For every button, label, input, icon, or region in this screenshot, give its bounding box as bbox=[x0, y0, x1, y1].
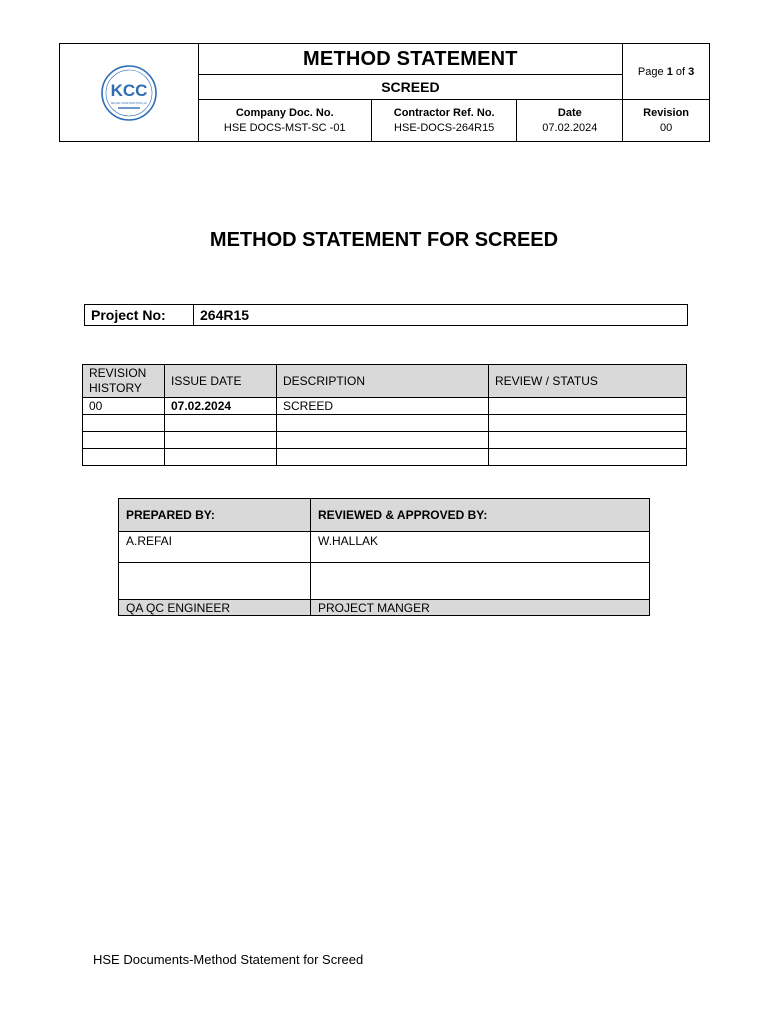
description-cell bbox=[277, 449, 489, 466]
company-doc-value: HSE DOCS-MST-SC -01 bbox=[223, 121, 346, 134]
table-row bbox=[83, 415, 687, 432]
table-row bbox=[83, 449, 687, 466]
revision-label: Revision bbox=[643, 106, 690, 119]
revision-history-table bbox=[82, 364, 687, 466]
logo-text: KCC bbox=[110, 80, 148, 100]
page-footer: HSE Documents-Method Statement for Screed bbox=[93, 952, 364, 967]
issue-date-cell bbox=[165, 449, 277, 466]
issue-date-cell: 07.02.2024 bbox=[165, 398, 277, 415]
project-number-box bbox=[84, 304, 688, 326]
contractor-ref-cell bbox=[371, 100, 517, 142]
status-cell bbox=[489, 432, 687, 449]
document-title: METHOD STATEMENT FOR SCREED bbox=[209, 229, 559, 251]
revision-table-header bbox=[83, 365, 687, 398]
page-indicator bbox=[623, 44, 710, 100]
page-current: 1 bbox=[666, 65, 673, 78]
contractor-ref-label: Contractor Ref. No. bbox=[393, 106, 495, 119]
page-prefix: Page bbox=[637, 65, 664, 78]
approved-by-label: REVIEWED & APPROVED BY: bbox=[311, 499, 650, 532]
issue-date-cell bbox=[165, 415, 277, 432]
status-cell bbox=[489, 398, 687, 415]
approved-by-name: W.HALLAK bbox=[311, 532, 650, 563]
prepared-by-name: A.REFAI bbox=[119, 532, 311, 563]
approval-table-header bbox=[119, 499, 650, 532]
date-label: Date bbox=[557, 106, 582, 119]
header-issue-date: ISSUE DATE bbox=[165, 365, 277, 398]
status-cell bbox=[489, 415, 687, 432]
header-title: METHOD STATEMENT bbox=[198, 44, 623, 75]
date-value: 07.02.2024 bbox=[542, 121, 598, 134]
company-doc-cell bbox=[198, 100, 371, 142]
description-cell bbox=[277, 432, 489, 449]
logo-cell bbox=[60, 44, 199, 142]
revision-cell bbox=[83, 415, 165, 432]
page-total: 3 bbox=[688, 65, 695, 78]
company-doc-label: Company Doc. No. bbox=[235, 106, 334, 119]
approved-by-role: PROJECT MANGER bbox=[311, 600, 650, 616]
logo-arabic-caption bbox=[118, 107, 140, 109]
document-header bbox=[59, 43, 710, 142]
prepared-signature-cell bbox=[119, 563, 311, 600]
approved-signature-cell bbox=[311, 563, 650, 600]
table-row bbox=[83, 432, 687, 449]
table-row bbox=[83, 398, 687, 415]
prepared-by-role: QA QC ENGINEER bbox=[119, 600, 311, 616]
contractor-ref-value: HSE-DOCS-264R15 bbox=[394, 121, 495, 134]
approval-names-row bbox=[119, 532, 650, 563]
signature-row bbox=[119, 563, 650, 600]
description-cell: SCREED bbox=[277, 398, 489, 415]
company-logo bbox=[99, 63, 159, 123]
header-description: DESCRIPTION bbox=[277, 365, 489, 398]
status-cell bbox=[489, 449, 687, 466]
revision-value: 00 bbox=[659, 121, 673, 134]
issue-date-cell bbox=[165, 432, 277, 449]
revision-cell: 00 bbox=[83, 398, 165, 415]
project-label: Project No: bbox=[85, 305, 194, 326]
prepared-by-label: PREPARED BY: bbox=[119, 499, 311, 532]
project-value: 264R15 bbox=[194, 305, 688, 326]
header-revision-history: REVISION HISTORY bbox=[83, 365, 165, 398]
approval-roles-row bbox=[119, 600, 650, 616]
page-of: of bbox=[675, 65, 686, 78]
header-subtitle: SCREED bbox=[198, 75, 623, 100]
revision-cell bbox=[623, 100, 710, 142]
revision-cell bbox=[83, 432, 165, 449]
revision-cell bbox=[83, 449, 165, 466]
description-cell bbox=[277, 415, 489, 432]
approval-table bbox=[118, 498, 650, 616]
logo-caption: KELIAN CONSTRUCTION LLC bbox=[110, 101, 147, 105]
header-review-status: REVIEW / STATUS bbox=[489, 365, 687, 398]
date-cell bbox=[517, 100, 623, 142]
